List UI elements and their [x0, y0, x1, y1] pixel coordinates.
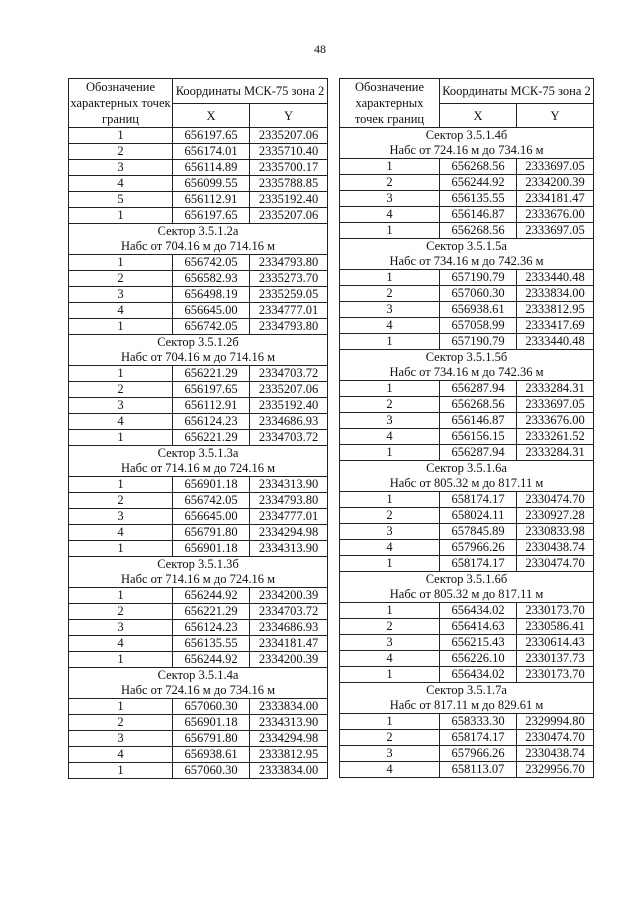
coordinate-y: 2335273.70: [250, 271, 328, 287]
coordinate-x: 658113.07: [440, 762, 517, 778]
coordinate-y: 2329994.80: [517, 714, 594, 730]
coordinate-y: 2333834.00: [517, 286, 594, 302]
point-number: 1: [340, 381, 440, 397]
point-number: 3: [340, 191, 440, 207]
coordinate-x: 657190.79: [440, 270, 517, 286]
point-number: 1: [340, 223, 440, 239]
coordinate-y: 2334793.80: [250, 255, 328, 271]
coordinate-y: 2333834.00: [250, 763, 328, 779]
coordinate-x: 656226.10: [440, 651, 517, 667]
point-number: 2: [69, 271, 173, 287]
sector-height-range: Набс от 734.16 м до 742.36 м: [340, 365, 594, 381]
sector-title-row: [69, 557, 328, 573]
sector-height-range: Набс от 734.16 м до 742.36 м: [340, 254, 594, 270]
coordinate-x: 656791.80: [173, 525, 250, 541]
coordinate-y: 2334181.47: [517, 191, 594, 207]
sector-title: Сектор 3.5.1.5а: [340, 239, 594, 255]
coordinate-x: 656938.61: [173, 747, 250, 763]
sector-height-range-row: [69, 572, 328, 588]
coordinate-y: 2334200.39: [250, 652, 328, 668]
point-number: 2: [340, 508, 440, 524]
coordinate-x: 656244.92: [440, 175, 517, 191]
point-number: 4: [340, 762, 440, 778]
point-number: 1: [69, 430, 173, 446]
sector-height-range-row: [69, 683, 328, 699]
coordinate-x: 658174.17: [440, 730, 517, 746]
table-row: [69, 493, 328, 509]
coordinate-y: 2334793.80: [250, 319, 328, 335]
table-row: [340, 524, 594, 540]
header-point-label: Обозначение характерных точек границ: [340, 79, 440, 128]
table-row: [69, 509, 328, 525]
coordinate-x: 656791.80: [173, 731, 250, 747]
point-number: 1: [340, 714, 440, 730]
sector-height-range-row: [69, 461, 328, 477]
coordinate-x: 656099.55: [173, 176, 250, 192]
sector-height-range-row: [340, 365, 594, 381]
coordinate-x: 657190.79: [440, 334, 517, 350]
table-row: [69, 398, 328, 414]
coordinate-x: 656901.18: [173, 477, 250, 493]
coordinate-y: 2335192.40: [250, 398, 328, 414]
table-row: [340, 334, 594, 350]
coordinate-x: 656215.43: [440, 635, 517, 651]
coordinate-y: 2335710.40: [250, 144, 328, 160]
coordinate-x: 656268.56: [440, 159, 517, 175]
coordinate-y: 2334313.90: [250, 477, 328, 493]
sector-height-range: Набс от 714.16 м до 724.16 м: [69, 461, 328, 477]
header-y: Y: [517, 104, 594, 128]
sector-height-range: Набс от 805.32 м до 817.11 м: [340, 476, 594, 492]
table-row: [340, 223, 594, 239]
header-coordinates-title: Координаты МСК-75 зона 2: [173, 79, 328, 104]
sector-height-range: Набс от 714.16 м до 724.16 м: [69, 572, 328, 588]
table-row: [69, 636, 328, 652]
point-number: 3: [69, 160, 173, 176]
point-number: 4: [69, 636, 173, 652]
table-row: [340, 667, 594, 683]
sector-height-range: Набс от 724.16 м до 734.16 м: [340, 143, 594, 159]
point-number: 4: [69, 414, 173, 430]
coordinate-y: 2334313.90: [250, 541, 328, 557]
coordinate-y: 2330474.70: [517, 730, 594, 746]
sector-height-range: Набс от 724.16 м до 734.16 м: [69, 683, 328, 699]
table-row: [340, 540, 594, 556]
coordinate-x: 656582.93: [173, 271, 250, 287]
table-row: [340, 413, 594, 429]
coordinate-y: 2334703.72: [250, 366, 328, 382]
coordinate-x: 657966.26: [440, 540, 517, 556]
table-row: [69, 414, 328, 430]
point-number: 1: [69, 652, 173, 668]
table-row: [69, 541, 328, 557]
table-row: [69, 144, 328, 160]
point-number: 3: [69, 287, 173, 303]
point-number: 3: [340, 635, 440, 651]
coordinate-y: 2334703.72: [250, 430, 328, 446]
point-number: 1: [340, 159, 440, 175]
coordinate-y: 2334793.80: [250, 493, 328, 509]
sector-height-range: Набс от 817.11 м до 829.61 м: [340, 698, 594, 714]
point-number: 1: [340, 667, 440, 683]
table-row: [340, 746, 594, 762]
sector-title: Сектор 3.5.1.6б: [340, 572, 594, 588]
coordinate-x: 656268.56: [440, 223, 517, 239]
table-row: [340, 492, 594, 508]
coordinate-y: 2334200.39: [250, 588, 328, 604]
table-row: [69, 588, 328, 604]
sector-title-row: [340, 572, 594, 588]
table-row: [340, 556, 594, 572]
coordinate-x: 656938.61: [440, 302, 517, 318]
coordinate-x: 656498.19: [173, 287, 250, 303]
coordinate-x: 656901.18: [173, 541, 250, 557]
coordinate-x: 656135.55: [173, 636, 250, 652]
point-number: 4: [340, 540, 440, 556]
point-number: 3: [340, 524, 440, 540]
sector-title-row: [340, 128, 594, 144]
coordinate-x: 656742.05: [173, 493, 250, 509]
point-number: 1: [340, 445, 440, 461]
coordinate-x: 658174.17: [440, 492, 517, 508]
coordinate-y: 2334777.01: [250, 303, 328, 319]
sector-height-range-row: [69, 350, 328, 366]
coordinate-x: 656742.05: [173, 255, 250, 271]
sector-title-row: [340, 350, 594, 366]
point-number: 4: [69, 303, 173, 319]
point-number: 2: [340, 730, 440, 746]
table-row: [340, 270, 594, 286]
sector-height-range: Набс от 805.32 м до 817.11 м: [340, 587, 594, 603]
point-number: 2: [340, 397, 440, 413]
coordinate-y: 2333261.52: [517, 429, 594, 445]
coordinate-x: 656174.01: [173, 144, 250, 160]
table-row: [69, 652, 328, 668]
coordinate-y: 2334294.98: [250, 525, 328, 541]
point-number: 5: [69, 192, 173, 208]
table-row: [340, 445, 594, 461]
point-number: 3: [340, 413, 440, 429]
coordinate-x: 657060.30: [440, 286, 517, 302]
sector-title: Сектор 3.5.1.3а: [69, 446, 328, 462]
header-point-label: Обозначение характерных точек границ: [70, 80, 171, 126]
coordinate-y: 2334181.47: [250, 636, 328, 652]
coordinate-y: 2334777.01: [250, 509, 328, 525]
coordinates-table-right: [339, 78, 594, 778]
sector-height-range-row: [340, 254, 594, 270]
coordinate-x: 656197.65: [173, 208, 250, 224]
table-row: [69, 715, 328, 731]
page-number: 48: [314, 42, 326, 56]
table-row: [69, 255, 328, 271]
table-body-left: [69, 128, 328, 779]
coordinate-y: 2333697.05: [517, 159, 594, 175]
coordinate-x: 658174.17: [440, 556, 517, 572]
coordinate-x: 657060.30: [173, 699, 250, 715]
coordinate-y: 2335788.85: [250, 176, 328, 192]
table-row: [340, 397, 594, 413]
sector-height-range-row: [340, 698, 594, 714]
table-row: [340, 603, 594, 619]
coordinate-x: 658333.30: [440, 714, 517, 730]
point-number: 1: [69, 699, 173, 715]
point-number: 1: [69, 255, 173, 271]
coordinate-x: 656645.00: [173, 509, 250, 525]
coordinate-y: 2333676.00: [517, 413, 594, 429]
table-row: [69, 319, 328, 335]
coordinate-y: 2329956.70: [517, 762, 594, 778]
point-number: 4: [69, 525, 173, 541]
point-number: 1: [340, 603, 440, 619]
point-number: 4: [340, 207, 440, 223]
coordinate-y: 2330438.74: [517, 540, 594, 556]
coordinate-x: 656146.87: [440, 207, 517, 223]
coordinate-y: 2330474.70: [517, 556, 594, 572]
point-number: 2: [340, 286, 440, 302]
table-row: [69, 271, 328, 287]
coordinate-x: 656197.65: [173, 382, 250, 398]
coordinate-x: 656244.92: [173, 588, 250, 604]
coordinate-x: 656112.91: [173, 192, 250, 208]
sector-title-row: [69, 668, 328, 684]
table-header-right: [340, 79, 594, 128]
coordinate-x: 658024.11: [440, 508, 517, 524]
coordinate-x: 657966.26: [440, 746, 517, 762]
point-number: 4: [340, 651, 440, 667]
header-x: X: [440, 104, 517, 128]
coordinate-y: 2330927.28: [517, 508, 594, 524]
coordinate-y: 2330586.41: [517, 619, 594, 635]
coordinate-y: 2335207.06: [250, 382, 328, 398]
sector-title-row: [69, 446, 328, 462]
point-number: 2: [340, 175, 440, 191]
table-row: [69, 430, 328, 446]
sector-height-range: Набс от 704.16 м до 714.16 м: [69, 350, 328, 366]
point-number: 3: [340, 746, 440, 762]
coordinate-x: 656124.23: [173, 414, 250, 430]
table-header-left: [69, 79, 328, 128]
coordinate-y: 2330438.74: [517, 746, 594, 762]
sector-title: Сектор 3.5.1.4б: [340, 128, 594, 144]
coordinate-y: 2333284.31: [517, 445, 594, 461]
table-row: [69, 128, 328, 144]
sector-title: Сектор 3.5.1.2б: [69, 335, 328, 351]
coordinate-x: 656221.29: [173, 430, 250, 446]
point-number: 1: [69, 588, 173, 604]
table-row: [69, 763, 328, 779]
coordinate-y: 2333812.95: [250, 747, 328, 763]
coordinate-y: 2333417.69: [517, 318, 594, 334]
coordinates-table-left: [68, 78, 328, 779]
coordinate-x: 656901.18: [173, 715, 250, 731]
table-row: [69, 382, 328, 398]
coordinate-x: 656197.65: [173, 128, 250, 144]
coordinate-y: 2334294.98: [250, 731, 328, 747]
table-row: [69, 160, 328, 176]
coordinate-y: 2335207.06: [250, 208, 328, 224]
table-row: [69, 620, 328, 636]
coordinate-y: 2330173.70: [517, 667, 594, 683]
coordinate-x: 656287.94: [440, 381, 517, 397]
coordinate-y: 2330173.70: [517, 603, 594, 619]
point-number: 2: [340, 619, 440, 635]
table-row: [340, 286, 594, 302]
coordinate-x: 656146.87: [440, 413, 517, 429]
table-row: [69, 208, 328, 224]
point-number: 1: [69, 541, 173, 557]
coordinate-y: 2330137.73: [517, 651, 594, 667]
table-row: [340, 191, 594, 207]
table-row: [340, 381, 594, 397]
point-number: 1: [340, 492, 440, 508]
coordinate-x: 656221.29: [173, 366, 250, 382]
coordinate-x: 656156.15: [440, 429, 517, 445]
table-row: [69, 366, 328, 382]
point-number: 3: [69, 398, 173, 414]
point-number: 3: [69, 620, 173, 636]
sector-title: Сектор 3.5.1.5б: [340, 350, 594, 366]
point-number: 4: [69, 747, 173, 763]
point-number: 4: [340, 429, 440, 445]
sector-title: Сектор 3.5.1.2а: [69, 224, 328, 240]
point-number: 2: [69, 144, 173, 160]
point-number: 2: [69, 382, 173, 398]
point-number: 1: [69, 319, 173, 335]
table-row: [69, 747, 328, 763]
point-number: 2: [69, 715, 173, 731]
point-number: 1: [69, 208, 173, 224]
point-number: 3: [69, 509, 173, 525]
point-number: 1: [340, 556, 440, 572]
coordinate-x: 657060.30: [173, 763, 250, 779]
coordinate-x: 656221.29: [173, 604, 250, 620]
table-row: [69, 192, 328, 208]
coordinate-y: 2333697.05: [517, 223, 594, 239]
point-number: 1: [69, 763, 173, 779]
sector-title-row: [340, 461, 594, 477]
coordinate-x: 656114.89: [173, 160, 250, 176]
coordinate-x: 656414.63: [440, 619, 517, 635]
header-x: X: [173, 104, 250, 128]
point-number: 3: [69, 731, 173, 747]
coordinate-y: 2333440.48: [517, 270, 594, 286]
sector-height-range-row: [340, 587, 594, 603]
coordinate-x: 656268.56: [440, 397, 517, 413]
coordinate-y: 2333697.05: [517, 397, 594, 413]
coordinate-x: 657845.89: [440, 524, 517, 540]
coordinate-x: 656434.02: [440, 603, 517, 619]
sector-height-range-row: [69, 239, 328, 255]
sector-title: Сектор 3.5.1.7а: [340, 683, 594, 699]
coordinate-x: 656112.91: [173, 398, 250, 414]
header-coordinates-title: Координаты МСК-75 зона 2: [440, 79, 594, 104]
sector-height-range-row: [340, 143, 594, 159]
table-row: [340, 175, 594, 191]
coordinate-y: 2335192.40: [250, 192, 328, 208]
header-y: Y: [250, 104, 328, 128]
table-row: [69, 525, 328, 541]
table-row: [69, 477, 328, 493]
sector-height-range-row: [340, 476, 594, 492]
coordinate-y: 2335259.05: [250, 287, 328, 303]
table-row: [340, 318, 594, 334]
table-row: [340, 714, 594, 730]
point-number: 4: [340, 318, 440, 334]
coordinate-x: 656135.55: [440, 191, 517, 207]
table-row: [340, 651, 594, 667]
table-row: [69, 303, 328, 319]
point-number: 2: [69, 604, 173, 620]
sector-title: Сектор 3.5.1.4а: [69, 668, 328, 684]
table-body-right: [340, 128, 594, 778]
coordinate-y: 2330474.70: [517, 492, 594, 508]
table-row: [69, 287, 328, 303]
coordinate-y: 2334686.93: [250, 414, 328, 430]
point-number: 1: [69, 128, 173, 144]
sector-height-range: Набс от 704.16 м до 714.16 м: [69, 239, 328, 255]
point-number: 1: [340, 270, 440, 286]
coordinate-x: 656124.23: [173, 620, 250, 636]
coordinate-y: 2334686.93: [250, 620, 328, 636]
table-row: [340, 619, 594, 635]
table-row: [340, 159, 594, 175]
table-row: [340, 429, 594, 445]
point-number: 3: [340, 302, 440, 318]
point-number: 2: [69, 493, 173, 509]
coordinate-x: 656434.02: [440, 667, 517, 683]
coordinate-x: 656742.05: [173, 319, 250, 335]
coordinate-x: 656244.92: [173, 652, 250, 668]
table-row: [69, 699, 328, 715]
coordinate-y: 2333284.31: [517, 381, 594, 397]
coordinate-y: 2333676.00: [517, 207, 594, 223]
sector-title-row: [340, 683, 594, 699]
table-row: [340, 508, 594, 524]
table-row: [69, 604, 328, 620]
coordinate-y: 2335207.06: [250, 128, 328, 144]
coordinate-x: 656645.00: [173, 303, 250, 319]
sector-title: Сектор 3.5.1.6а: [340, 461, 594, 477]
sector-title: Сектор 3.5.1.3б: [69, 557, 328, 573]
table-row: [340, 730, 594, 746]
point-number: 1: [69, 477, 173, 493]
coordinate-y: 2334200.39: [517, 175, 594, 191]
sector-title-row: [69, 224, 328, 240]
coordinate-y: 2333440.48: [517, 334, 594, 350]
table-row: [340, 762, 594, 778]
table-row: [340, 302, 594, 318]
point-number: 4: [69, 176, 173, 192]
table-row: [69, 176, 328, 192]
coordinate-y: 2330614.43: [517, 635, 594, 651]
sector-title-row: [69, 335, 328, 351]
point-number: 1: [340, 334, 440, 350]
coordinate-y: 2335700.17: [250, 160, 328, 176]
coordinate-y: 2330833.98: [517, 524, 594, 540]
table-row: [340, 207, 594, 223]
coordinate-x: 656287.94: [440, 445, 517, 461]
coordinate-y: 2333812.95: [517, 302, 594, 318]
sector-title-row: [340, 239, 594, 255]
coordinate-x: 657058.99: [440, 318, 517, 334]
point-number: 1: [69, 366, 173, 382]
coordinate-y: 2333834.00: [250, 699, 328, 715]
coordinate-y: 2334703.72: [250, 604, 328, 620]
coordinate-y: 2334313.90: [250, 715, 328, 731]
table-row: [69, 731, 328, 747]
table-row: [340, 635, 594, 651]
